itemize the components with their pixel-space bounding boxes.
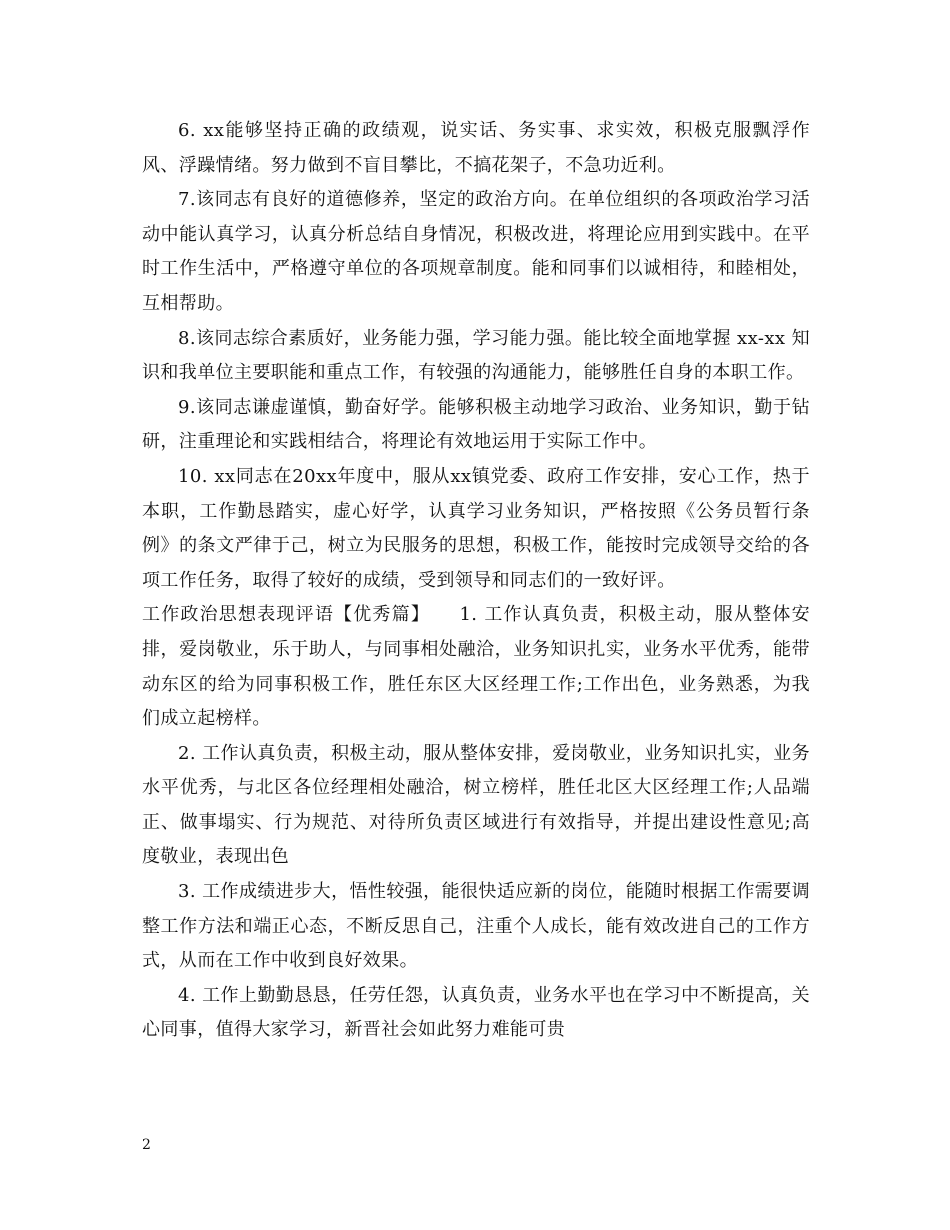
paragraph-item-7: 7.该同志有良好的道德修养，坚定的政治方向。在单位组织的各项政治学习活动中能认真学习，认真分析总结自身情况，积极改进，将理论应用到实践中。在平时工作生活中，严格遵守单位的各项规章制度。能和同事们以诚相待，和睦相处，互相帮助。 [142, 189, 810, 314]
paragraph-item-9: 9.该同志谦虚谨慎，勤奋好学。能够积极主动地学习政治、业务知识，勤于钻研，注重理论和实践相结合，将理论有效地运用于实际工作中。 [142, 396, 810, 453]
section-heading-paragraph: 工作政治思想表现评语【优秀篇】 1. 工作认真负责，积极主动，服从整体安排，爱岗敬业，乐于助人，与同事相处融洽，业务知识扎实，业务水平优秀，能带动东区的给为同事积极工作，胜任东区大区经理工作;工作出色，业务熟悉，为我们成立起榜样。 [142, 604, 810, 730]
paragraph-item-10: 10. xx同志在20xx年度中，服从xx镇党委、政府工作安排，安心工作，热于本职，工作勤恳踏实，虚心好学，认真学习业务知识，严格按照《公务员暂行条例》的条文严律于己，树立为民服务的思想，积极工作，能按时完成领导交给的各项工作任务，取得了较好的成绩，受到领导和同志们的一致好评。 [142, 465, 810, 591]
paragraph-item-6: 6. xx能够坚持正确的政绩观，说实话、务实事、求实效，积极克服飘浮作风、浮躁情绪。努力做到不盲目攀比，不搞花架子，不急功近利。 [142, 120, 810, 176]
document-body [142, 114, 810, 1048]
paragraph-excellent-2: 2. 工作认真负责，积极主动，服从整体安排，爱岗敬业，业务知识扎实，业务水平优秀，与北区各位经理相处融洽，树立榜样，胜任北区大区经理工作;人品端正、做事塌实、行为规范、对待所负责区域进行有效指导，并提出建设性意见;高度敬业，表现出色 [142, 742, 810, 868]
paragraph-item-8: 8.该同志综合素质好，业务能力强，学习能力强。能比较全面地掌握 xx-xx 知识和我单位主要职能和重点工作，有较强的沟通能力，能够胜任自身的本职工作。 [142, 327, 810, 384]
paragraph-excellent-4: 4. 工作上勤勤恳恳，任劳任怨，认真负责，业务水平也在学习中不断提高，关心同事，值得大家学习，新晋社会如此努力难能可贵 [142, 984, 810, 1041]
paragraph-excellent-3: 3. 工作成绩进步大，悟性较强，能很快适应新的岗位，能随时根据工作需要调整工作方法和端正心态，不断反思自己，注重个人成长，能有效改进自己的工作方式，从而在工作中收到良好效果。 [142, 881, 810, 972]
page-number: 2 [142, 1137, 151, 1153]
